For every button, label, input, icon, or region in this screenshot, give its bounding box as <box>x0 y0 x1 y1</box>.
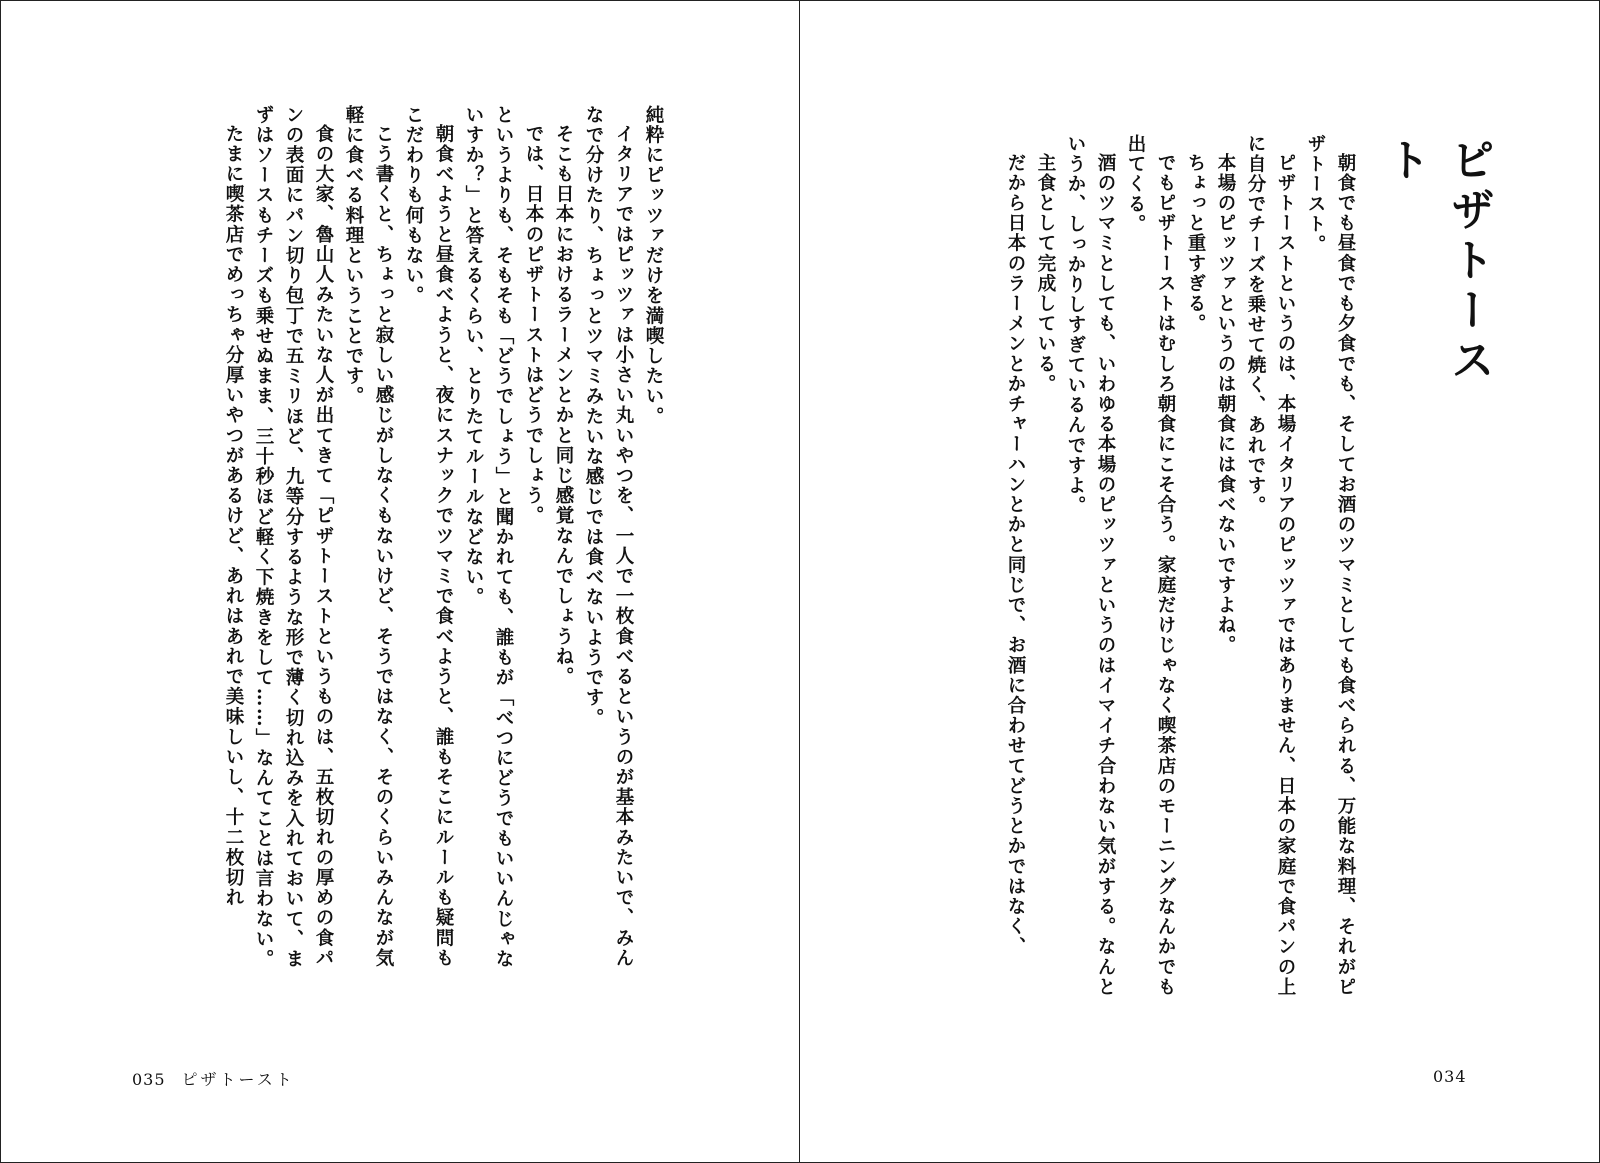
chapter-title: ピザトースト <box>1379 137 1494 387</box>
right-body-text <box>940 134 1360 1002</box>
paragraph: ピザトーストというのは、本場イタリアのピッツァではありません、日本の家庭で食パンの上に自分でチーズを乗せて焼く、あれです。 <box>1245 134 1296 997</box>
page-footer <box>1433 1067 1467 1086</box>
paragraph: だから日本のラーメンとかチャーハンとかと同じで、お酒に合わせてどうとかではなく、 <box>1005 152 1026 957</box>
paragraph: 主食として完成している。 <box>1035 152 1056 394</box>
page-footer <box>132 1067 295 1090</box>
paragraph: 酒のツマミとしても、いわゆる本場のピッツァというのはイマイチ合わない気がする。なんというか、しっかりしすぎているんですよ。 <box>1065 134 1116 997</box>
paragraph: たまに喫茶店でめっちゃ分厚いやつがあるけど、あれはあれで美味しいし、十二枚切れ <box>223 123 244 908</box>
page-number: 034 <box>1433 1067 1467 1086</box>
paragraph: 朝食べようと昼食べようと、夜にスナックでツマミで食べようと、誰もそこにルールも疑問もこだわりも何もない。 <box>403 105 454 968</box>
left-page <box>1 1 799 1162</box>
page-number: 035 <box>132 1070 166 1089</box>
paragraph: ちょっと重すぎる。 <box>1185 152 1206 334</box>
paragraph: というよりも、そもそも「どうでしょう」と聞かれても、誰もが「べつにどうでもいいんじゃないすか？」と答えるくらい、とりたてルールなどない。 <box>463 105 514 970</box>
paragraph: 本場のピッツァというのは朝食には食べないですよね。 <box>1215 152 1236 655</box>
left-body-text <box>108 105 668 973</box>
paragraph: でもピザトーストはむしろ朝食にこそ合う。家庭だけじゃなく喫茶店のモーニングなんかでも出てくる。 <box>1125 134 1176 997</box>
paragraph: 朝食でも昼食でも夕食でも、そしてお酒のツマミとしても食べられる、万能な料理、それがピザトースト。 <box>1305 134 1356 997</box>
paragraph: では、日本のピザトーストはどうでしょう。 <box>523 123 544 526</box>
right-page <box>800 1 1599 1162</box>
running-title: ピザトースト <box>181 1070 295 1089</box>
paragraph: イタリアではピッツァは小さい丸いやつを、一人で一枚食べるというのが基本みたいで、みんなで分けたり、ちょっとツマミみたいな感じでは食べないようです。 <box>583 105 634 968</box>
paragraph: こう書くと、ちょっと寂しい感じがしなくもないけど、そうではなく、そのくらいみんなが気軽に食べる料理ということです。 <box>343 105 394 968</box>
paragraph: そこも日本におけるラーメンとかと同じ感覚なんでしょうね。 <box>553 123 574 687</box>
paragraph: 純粋にピッツァだけを満喫したい。 <box>643 105 664 427</box>
paragraph: 食の大家、魯山人みたいな人が出てきて「ピザトーストというものは、五枚切れの厚めの食パンの表面にパン切り包丁で五ミリほど、九等分するような形で薄く切れ込みを入れておいて、まずはソースもチーズも乗せぬまま、三十秒ほど軽く下焼きをして……」なんてことは言わない。 <box>253 105 334 970</box>
